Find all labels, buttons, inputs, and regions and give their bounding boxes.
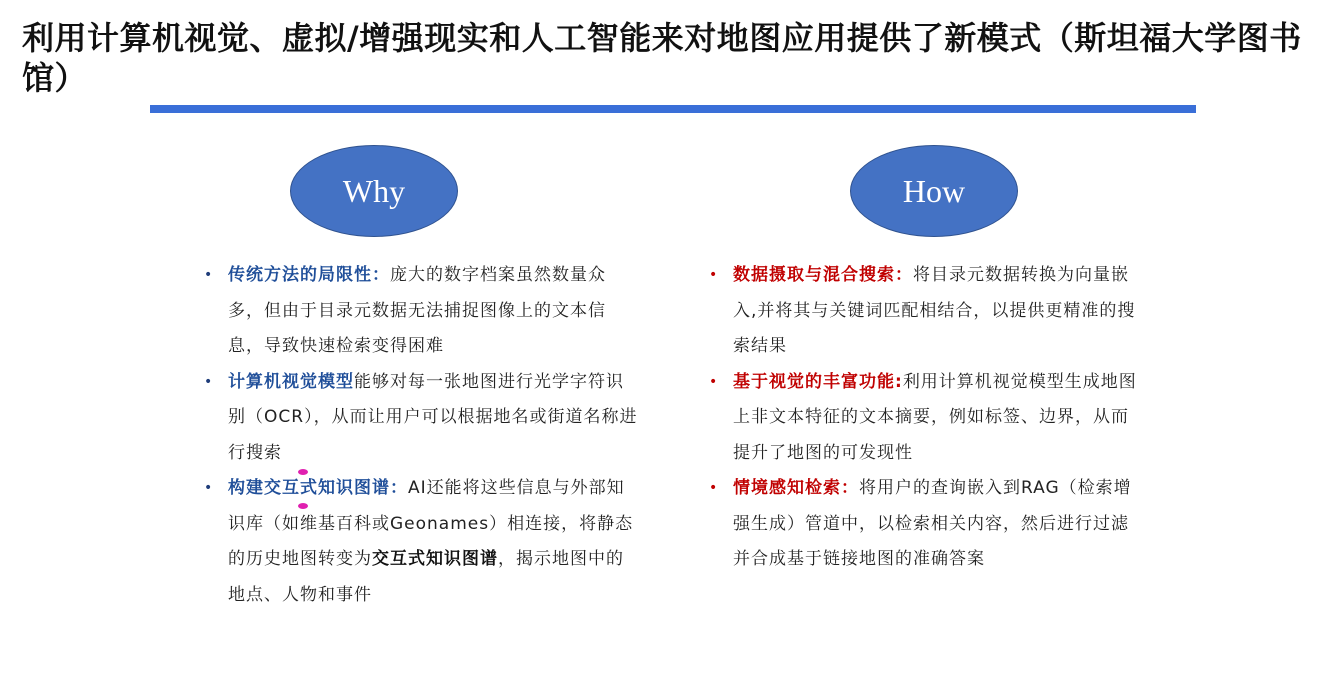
bullet-icon: • <box>204 373 214 390</box>
why-ellipse <box>290 145 458 237</box>
why-item-text: 能够对每一张地图进行光学字符识别（OCR），从而让用户可以根据地名或街道名称进行搜索 <box>228 371 638 463</box>
title-underline <box>150 105 1196 113</box>
why-item-text-end: ，揭示地图中的地点、人物和事件 <box>228 549 624 605</box>
why-item-cv-model <box>198 365 638 472</box>
bullet-icon: • <box>709 373 719 390</box>
why-label: Why <box>342 172 406 209</box>
bullet-icon: • <box>709 267 719 283</box>
why-item-keyword: 计算机视觉模型 <box>228 371 354 392</box>
how-item-text: 将用户的查询嵌入到RAG（检索增强生成）管道中，以检索相关内容，然后进行过滤并合成基于链接地图的准确答案 <box>733 478 1132 569</box>
why-item-limitations <box>198 258 638 365</box>
how-item-text: 将目录元数据转换为向量嵌入,并将其与关键词匹配相结合，以提供更精准的搜索结果 <box>733 265 1136 356</box>
why-item-text: 庞大的数字档案虽然数量众多，但由于目录元数据无法捕捉图像上的文本信息，导致快速检索变得困难 <box>228 265 606 356</box>
how-ellipse <box>850 145 1018 237</box>
how-label: How <box>902 172 966 209</box>
annotation-mark-icon <box>298 503 308 509</box>
how-item-keyword: 数据摄取与混合搜索： <box>733 265 913 285</box>
bullet-icon: • <box>204 480 214 496</box>
how-item-text: 利用计算机视觉模型生成地图上非文本特征的文本摘要，例如标签、边界，从而提升了地图的可发现性 <box>733 371 1137 463</box>
how-item-hybrid-search <box>703 258 1143 365</box>
why-item-keyword: 构建交互式知识图谱： <box>228 478 408 498</box>
why-item-keyword: 传统方法的局限性： <box>228 265 390 285</box>
how-item-keyword: 基于视觉的丰富功能: <box>733 371 903 392</box>
bullet-icon: • <box>709 480 719 496</box>
why-item-text: AI还能将这些信息与外部知识库（如维基百科或Geonames）相连接，将静态的历史地图转变为 <box>228 478 634 569</box>
why-item-knowledge-graph <box>198 471 638 613</box>
bullet-icon: • <box>204 267 214 283</box>
how-item-context-retrieval <box>703 471 1143 578</box>
how-item-vision-features <box>703 365 1143 472</box>
how-list <box>703 258 1143 578</box>
why-list <box>198 258 638 613</box>
why-item-emphasis: 交互式知识图谱 <box>372 549 498 569</box>
how-item-keyword: 情境感知检索： <box>733 478 859 498</box>
slide-title: 利用计算机视觉、虚拟/增强现实和人工智能来对地图应用提供了新模式（斯坦福大学图书馆） <box>22 19 1302 97</box>
annotation-mark-icon <box>298 469 308 475</box>
